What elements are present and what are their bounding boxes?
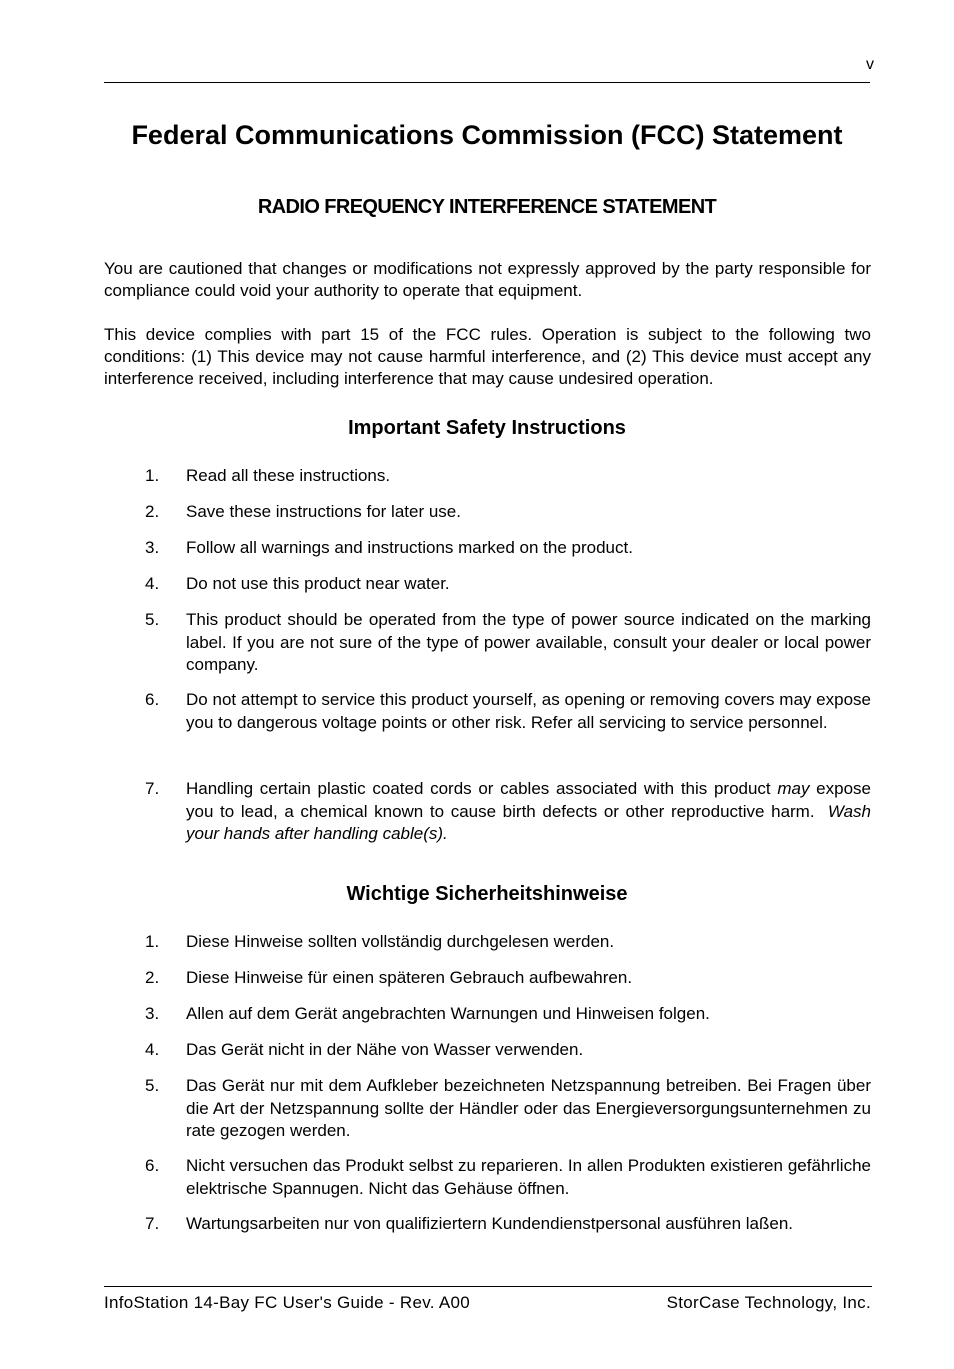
german-item-text: Das Gerät nicht in der Nähe von Wasser verwenden. (186, 1040, 584, 1059)
german-item-number: 7. (145, 1214, 160, 1233)
safety-item-text: Do not use this product near water. (186, 574, 450, 593)
rfi-paragraph-1: You are cautioned that changes or modifications not expressly approved by the party responsible for compliance could void your authority to operate that equipment. (104, 259, 871, 300)
safety-item-number: 5. (145, 610, 160, 629)
safety-item-number: 4. (145, 574, 160, 593)
safety-item-text: Follow all warnings and instructions marked on the product. (186, 538, 633, 557)
safety-item-number: 1. (145, 466, 160, 485)
german-item-text: Allen auf dem Gerät angebrachten Warnungen und Hinweisen folgen. (186, 1004, 710, 1023)
safety-item-text: Save these instructions for later use. (186, 502, 461, 521)
german-item-text: Nicht versuchen das Produkt selbst zu reparieren. In allen Produkten existieren gefährliche elektrische Spannugen. Nicht das Gehäuse öffnen. (186, 1156, 871, 1198)
lead-warning-emphasis: may (777, 779, 810, 798)
safety-item-number: 2. (145, 502, 160, 521)
german-item-text: Das Gerät nur mit dem Aufkleber bezeichneten Netzspannung betreiben. Bei Fragen über die Art der Netzspannung sollte der Händler oder das Energieversorgungsunternehmen zu rate gezogen werden. (186, 1076, 871, 1140)
safety-heading: Important Safety Instructions (348, 417, 626, 439)
lead-warning-text: Handling certain plastic coated cords or cables associated with this product (186, 779, 771, 798)
german-item-number: 6. (145, 1156, 160, 1175)
page-number: v (866, 56, 874, 73)
german-item-number: 4. (145, 1040, 160, 1059)
wash-hands-note: Wash your hands after handling cable(s). (186, 801, 871, 843)
footer-rule (104, 1286, 872, 1287)
safety-item-text (186, 778, 871, 846)
header-rule (104, 82, 870, 83)
german-item-text: Diese Hinweise für einen späteren Gebrauch aufbewahren. (186, 968, 633, 987)
german-item-number: 5. (145, 1076, 160, 1095)
german-item-text: Diese Hinweise sollten vollständig durchgelesen werden. (186, 932, 615, 951)
lead-warning-continued: expose you to lead, a chemical known to cause birth defects or other reproductive harm. (186, 779, 871, 821)
footer-company: StorCase Technology, Inc. (666, 1293, 871, 1312)
safety-item-number: 6. (145, 690, 160, 709)
german-item-number: 3. (145, 1004, 160, 1023)
page-title: Federal Communications Commission (FCC) Statement (131, 120, 843, 150)
safety-item-text: Do not attempt to service this product yourself, as opening or removing covers may expose you to dangerous voltage points or other risk. Refer all servicing to service personnel. (186, 690, 871, 732)
safety-item-number: 7. (145, 779, 160, 798)
german-item-number: 2. (145, 968, 160, 987)
german-heading: Wichtige Sicherheitshinweise (346, 883, 628, 905)
safety-item-number: 3. (145, 538, 160, 557)
footer-document-title: InfoStation 14-Bay FC User's Guide - Rev. A00 (104, 1293, 471, 1312)
safety-item-text: This product should be operated from the type of power source indicated on the marking label. If you are not sure of the type of power available, consult your dealer or local power company. (186, 610, 871, 674)
rfi-heading: RADIO FREQUENCY INTERFERENCE STATEMENT (257, 196, 717, 218)
rfi-paragraph-2: This device complies with part 15 of the FCC rules. Operation is subject to the following two conditions: (1) This device may not cause harmful interference, and (2) This device must accept any interference received, including interference that may cause undesired operation. (104, 325, 871, 388)
safety-item-text: Read all these instructions. (186, 466, 391, 485)
german-item-text: Wartungsarbeiten nur von qualifiziertern Kundendienstpersonal ausführen laßen. (186, 1214, 794, 1233)
german-item-number: 1. (145, 932, 160, 951)
